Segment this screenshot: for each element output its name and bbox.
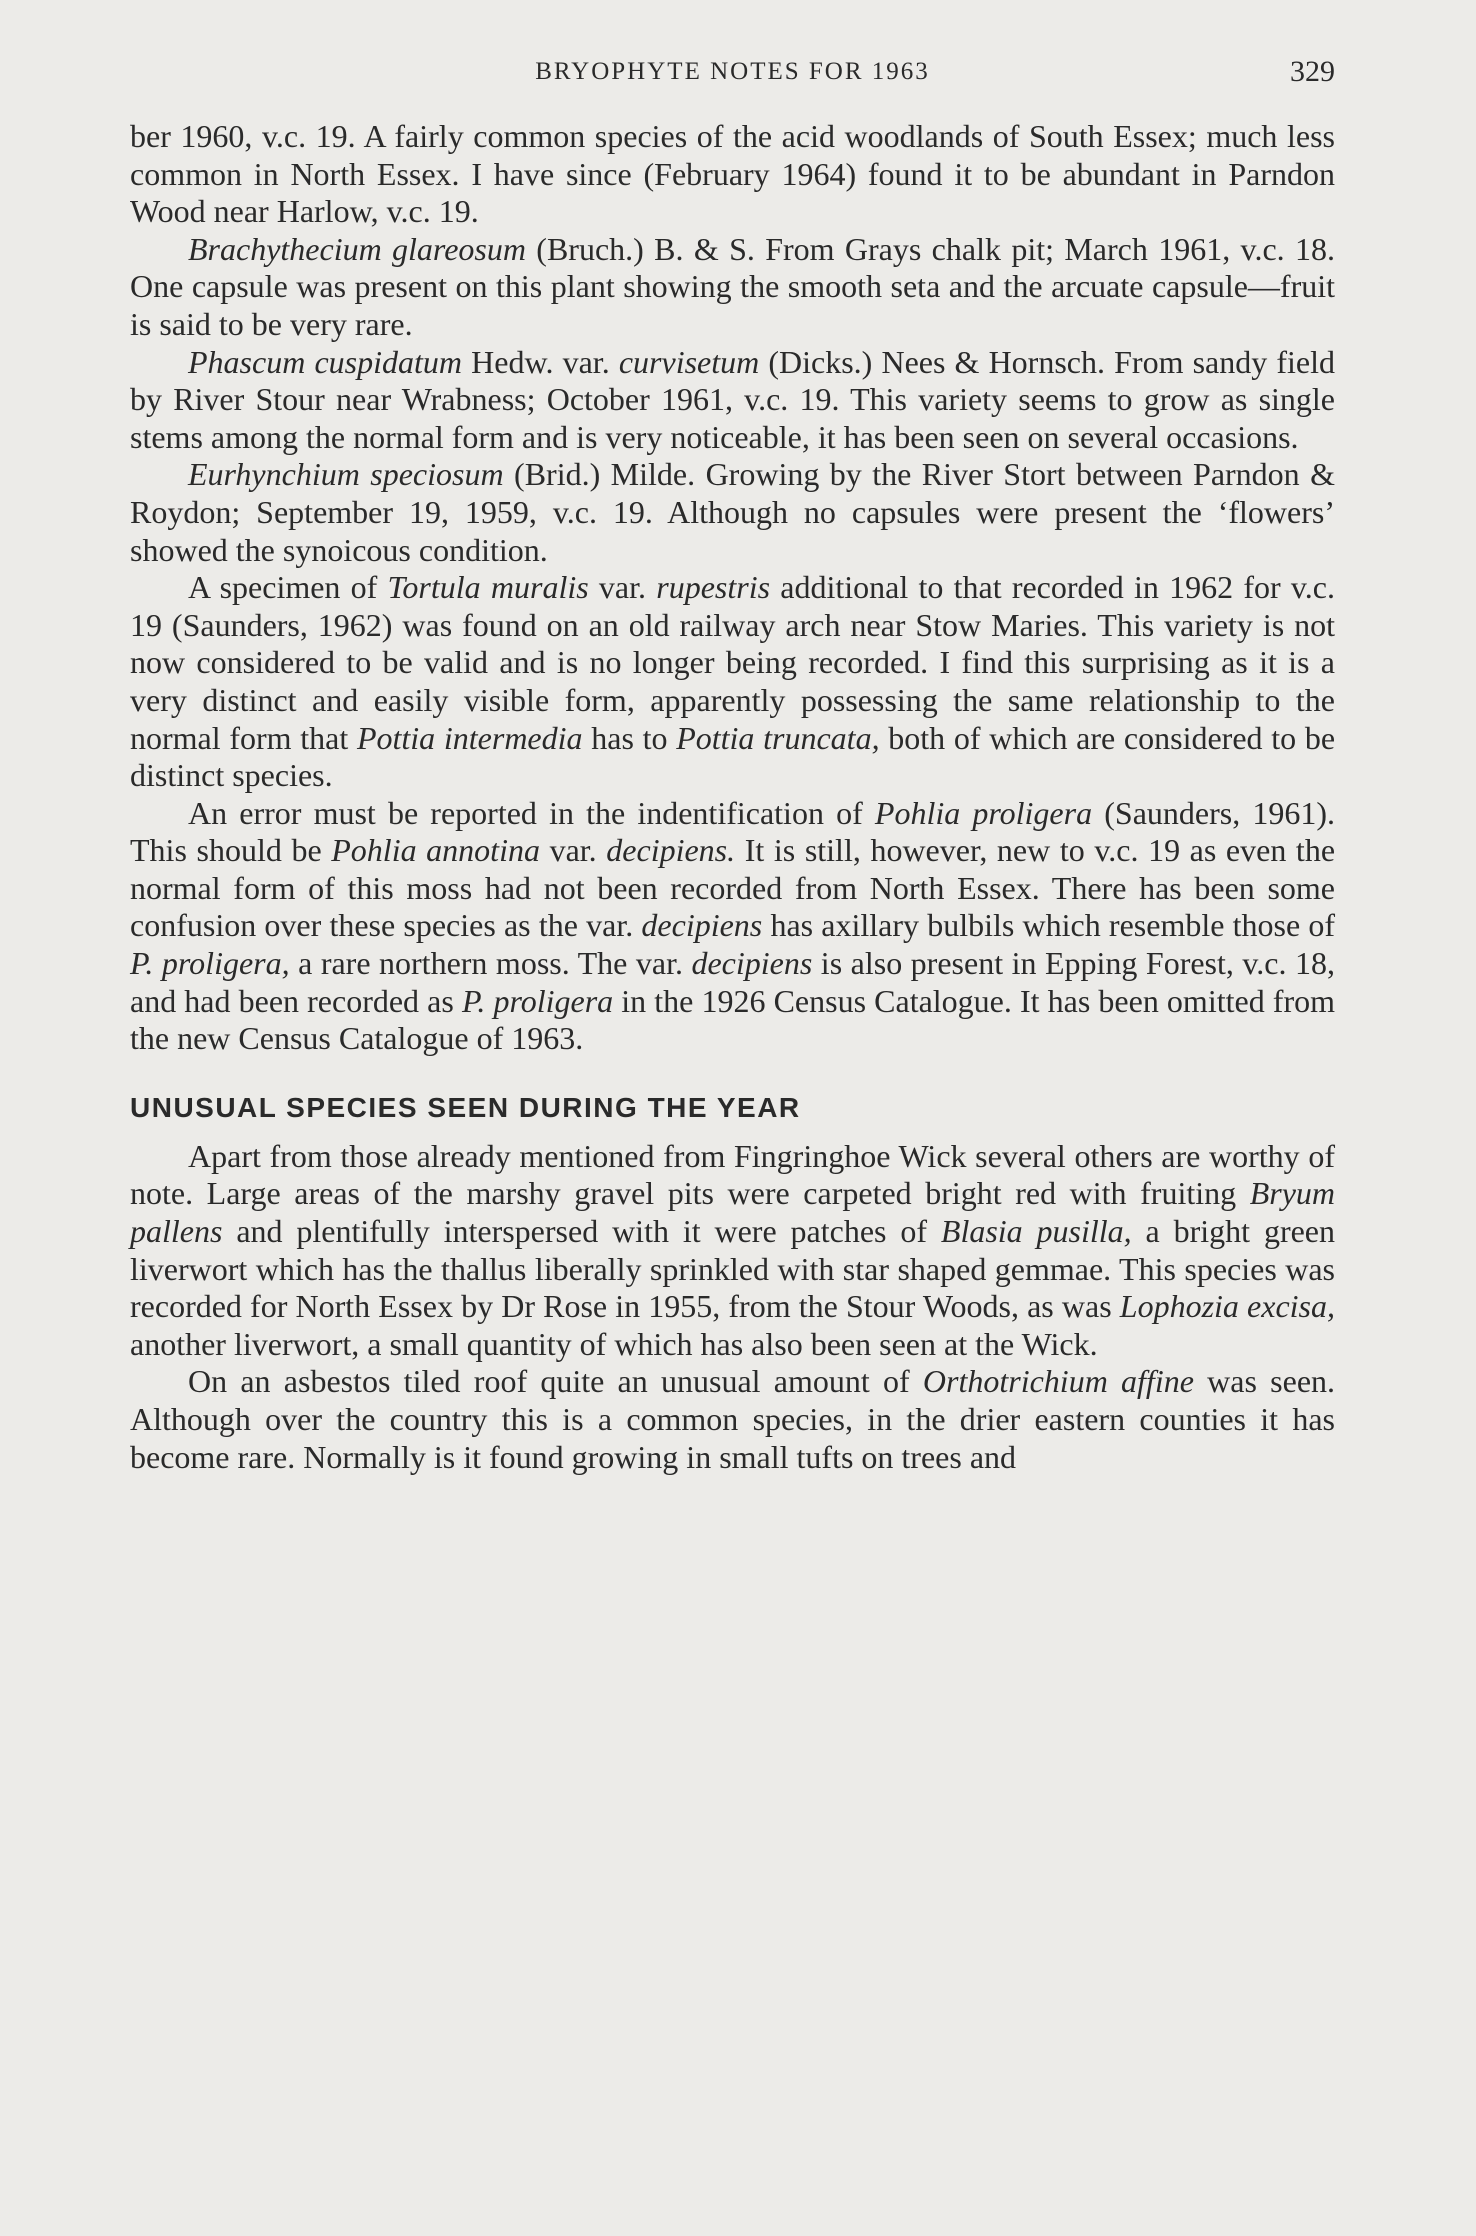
text-run: An error must be reported in the indentification of bbox=[188, 794, 875, 831]
text-run: a rare northern moss. The var. bbox=[289, 945, 692, 982]
text-run: On an asbestos tiled roof quite an unusual amount of bbox=[188, 1363, 923, 1400]
text-run: another liverwort, a small quantity of which has also been seen at the Wick. bbox=[130, 1325, 1098, 1362]
text-run: (Bruch.) B. & S. From Grays chalk pit; March 1961, v.c. 18. One capsule was present on this plant showing the smooth seta and the arcuate capsule—fruit is said to be very rare. bbox=[130, 230, 1336, 342]
italic-term: Pottia truncata, bbox=[676, 719, 880, 756]
italic-term: Pottia intermedia bbox=[356, 719, 583, 756]
text-run: A specimen of bbox=[188, 569, 388, 606]
paragraph bbox=[130, 231, 1335, 344]
body-text bbox=[130, 118, 1335, 1476]
page-number: 329 bbox=[1290, 55, 1335, 88]
italic-term: decipiens. bbox=[606, 832, 736, 869]
italic-term: curvisetum bbox=[618, 343, 760, 380]
paragraph bbox=[130, 1363, 1335, 1476]
italic-term: rupestris bbox=[656, 569, 771, 606]
italic-term: Pohlia proligera bbox=[874, 794, 1093, 831]
italic-term: Tortula muralis bbox=[387, 569, 589, 606]
text-run: Apart from those already mentioned from Fingringhoe Wick several others are worthy of note. Large areas of the marshy gravel pits were carpeted bright red with fruiting bbox=[130, 1137, 1335, 1212]
text-run: a bright green liverwort which has the thallus liberally sprinkled with star shaped gemmae. This species was recorded for North Essex by Dr Rose in 1955, from the Stour Woods, as was bbox=[130, 1213, 1335, 1325]
text-run: (Brid.) Milde. Growing by the River Stort between Parndon & Roydon; September 19, 1959, v.c. 19. Although no capsules were present the ‘flowers’ showed the synoicous condition. bbox=[130, 456, 1336, 568]
section-heading: UNUSUAL SPECIES SEEN DURING THE YEAR bbox=[130, 1091, 801, 1123]
text-run: var. bbox=[539, 832, 607, 869]
italic-term: Brachythecium glareosum bbox=[188, 230, 526, 267]
italic-term: Eurhynchium speciosum bbox=[188, 456, 504, 493]
running-title: BRYOPHYTE NOTES FOR 1963 bbox=[535, 58, 930, 85]
text-run: has to bbox=[582, 719, 677, 756]
italic-term: Lophozia excisa, bbox=[1119, 1288, 1336, 1325]
paragraph bbox=[130, 1138, 1335, 1364]
text-run: was seen. Although over the country this is a common species, in the drier eastern counties it has become rare. Normally is it found growing in small tufts on trees and bbox=[130, 1363, 1336, 1475]
italic-term: Phascum cuspidatum bbox=[188, 343, 462, 380]
italic-term: Orthotrichium affine bbox=[922, 1363, 1194, 1400]
italic-term: P. proligera bbox=[461, 982, 614, 1019]
running-head bbox=[130, 50, 1335, 94]
text-run: is also present in Epping Forest, v.c. 18, and had been recorded as bbox=[130, 945, 1336, 1019]
text-run: and plentifully interspersed with it were patches of bbox=[222, 1213, 941, 1250]
text-run: (Saunders, 1961). This should be bbox=[130, 794, 1336, 869]
italic-term: Blasia pusilla, bbox=[940, 1213, 1132, 1250]
italic-term: decipiens bbox=[691, 945, 813, 982]
text-run: has axillary bulbils which resemble those of bbox=[762, 907, 1336, 944]
paragraph bbox=[130, 456, 1335, 569]
paragraph bbox=[130, 795, 1335, 1058]
text-run: additional to that recorded in 1962 for v.c. 19 (Saunders, 1962) was found on an old railway arch near Stow Maries. This variety is not now considered to be valid and is no longer being recorded. I find this surprising as it is a very distinct and easily visible form, apparently possessing the same relationship to the normal form that bbox=[130, 569, 1335, 756]
text-run: It is still, however, new to v.c. 19 as even the normal form of this moss had not been recorded from North Essex. There has been some confusion over these species as the var. bbox=[130, 832, 1336, 944]
italic-term: Bryum pallens bbox=[130, 1175, 1335, 1250]
paragraph bbox=[130, 118, 1335, 231]
text-run: var. bbox=[588, 569, 657, 606]
text-run: Hedw. var. bbox=[462, 343, 619, 380]
italic-term: P. proligera, bbox=[130, 945, 290, 982]
italic-term: Pohlia annotina bbox=[331, 832, 540, 869]
text-run: ber 1960, v.c. 19. A fairly common species of the acid woodlands of South Essex; much less common in North Essex. I have since (February 1964) found it to be abundant in Parndon Wood near Harlow, v.c. 19. bbox=[130, 118, 1335, 230]
text-run: (Dicks.) Nees & Hornsch. From sandy field by River Stour near Wrabness; October 1961, v.c. 19. This variety seems to grow as single stems among the normal form and is very noticeable, it has been seen on several occasions. bbox=[130, 343, 1336, 455]
italic-term: decipiens bbox=[641, 907, 763, 944]
paragraph bbox=[130, 344, 1335, 457]
paragraph bbox=[130, 569, 1335, 795]
text-run: in the 1926 Census Catalogue. It has been omitted from the new Census Catalogue of 1963. bbox=[130, 982, 1336, 1057]
text-run: both of which are considered to be distinct species. bbox=[130, 719, 1336, 794]
